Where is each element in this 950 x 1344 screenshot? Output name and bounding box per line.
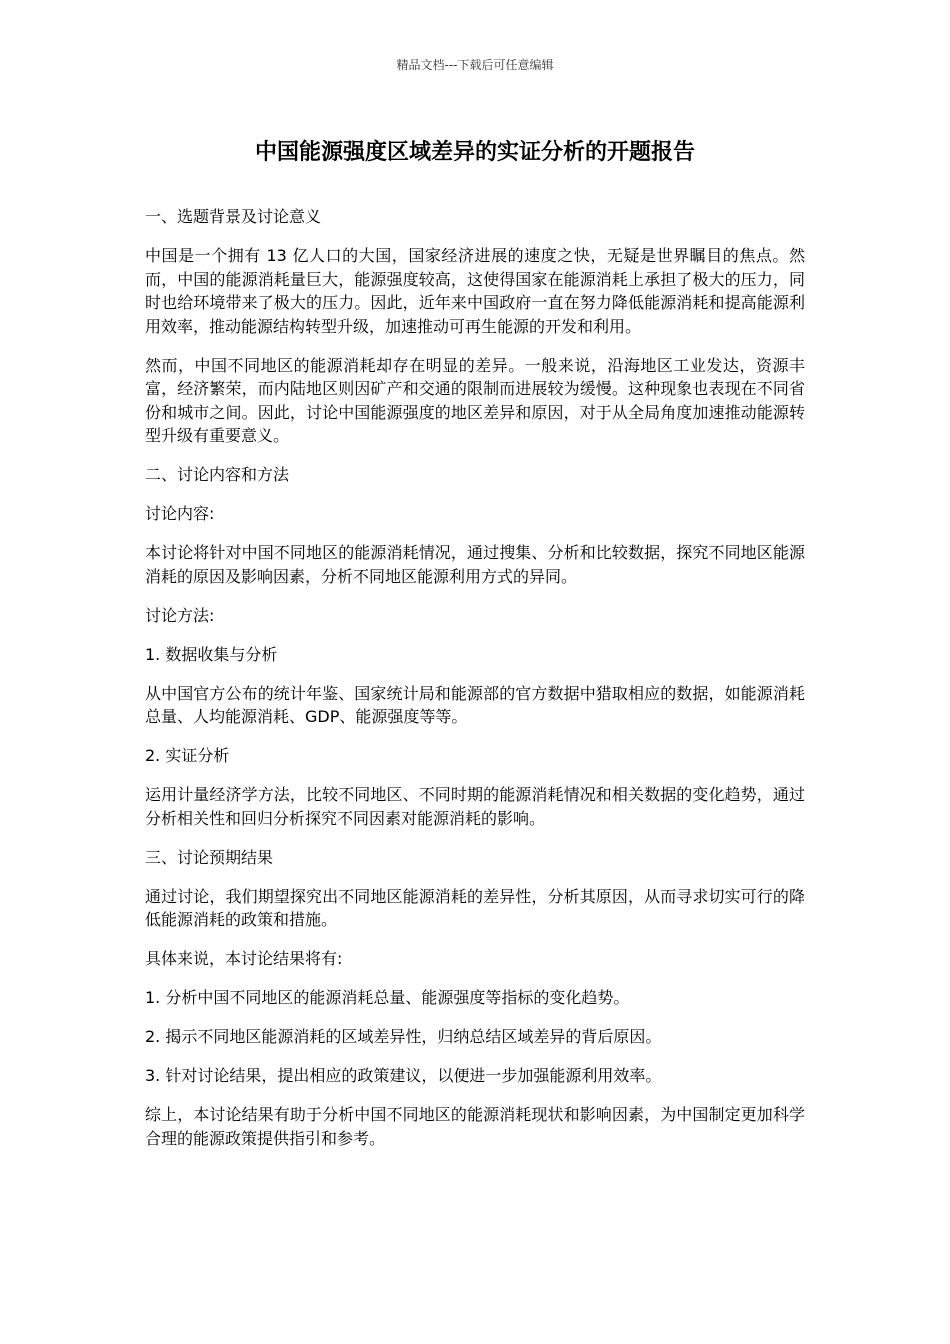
subheading-methods: 讨论方法: — [145, 605, 215, 625]
document-title: 中国能源强度区域差异的实证分析的开题报告 — [254, 140, 695, 165]
paragraph-content: 本讨论将针对中国不同地区的能源消耗情况，通过搜集、分析和比较数据，探究不同地区能源消耗的原因及影响因素，分析不同地区能源利用方式的异同。 — [145, 543, 805, 586]
result-item-3: 3. 针对讨论结果，提出相应的政策建议，以便进一步加强能源利用效率。 — [145, 1066, 662, 1085]
method-item-2-title: 2. 实证分析 — [145, 746, 230, 765]
document-body — [145, 205, 805, 1166]
section-heading-background: 一、选题背景及讨论意义 — [145, 207, 322, 226]
paragraph-expected-results: 通过讨论，我们期望探究出不同地区能源消耗的差异性，分析其原因，从而寻求切实可行的降低能源消耗的政策和措施。 — [145, 886, 805, 929]
paragraph-results-intro: 具体来说，本讨论结果将有: — [145, 949, 343, 968]
section-heading-expected-results: 三、讨论预期结果 — [145, 847, 274, 867]
paragraph-background-2: 然而，中国不同地区的能源消耗却存在明显的差异。一般来说，沿海地区工业发达，资源丰富，经济繁荣，而内陆地区则因矿产和交通的限制而进展较为缓慢。这种现象也表现在不同省份和城市之间。因此，讨论中国能源强度的地区差异和原因，对于从全局角度加速推动能源转型升级有重要意义。 — [145, 355, 805, 445]
page-header: 精品文档---下载后可任意编辑 — [396, 58, 554, 72]
subheading-content: 讨论内容: — [145, 504, 215, 523]
section-heading-content-methods: 二、讨论内容和方法 — [145, 465, 290, 484]
method-item-1-text: 从中国官方公布的统计年鉴、国家统计局和能源部的官方数据中猎取相应的数据，如能源消耗总量、人均能源消耗、GDP、能源强度等等。 — [145, 683, 805, 726]
method-item-1-title: 1. 数据收集与分析 — [145, 644, 278, 664]
paragraph-background-1: 中国是一个拥有 13 亿人口的大国，国家经济进展的速度之快，无疑是世界瞩目的焦点。然而，中国的能源消耗量巨大，能源强度较高，这使得国家在能源消耗上承担了极大的压力，同时也给环境带来了极大的压力。因此，近年来中国政府一直在努力降低能源消耗和提高能源利用效率，推动能源结构转型升级，加速推动可再生能源的开发和利用。 — [145, 246, 805, 336]
method-item-2-text: 运用计量经济学方法，比较不同地区、不同时期的能源消耗情况和相关数据的变化趋势，通过分析相关性和回归分析探究不同因素对能源消耗的影响。 — [145, 785, 805, 828]
result-item-2: 2. 揭示不同地区能源消耗的区域差异性，归纳总结区域差异的背后原因。 — [145, 1027, 662, 1046]
paragraph-conclusion: 综上，本讨论结果有助于分析中国不同地区的能源消耗现状和影响因素，为中国制定更加科学合理的能源政策提供指引和参考。 — [145, 1105, 805, 1148]
result-item-1: 1. 分析中国不同地区的能源消耗总量、能源强度等指标的变化趋势。 — [145, 988, 630, 1007]
